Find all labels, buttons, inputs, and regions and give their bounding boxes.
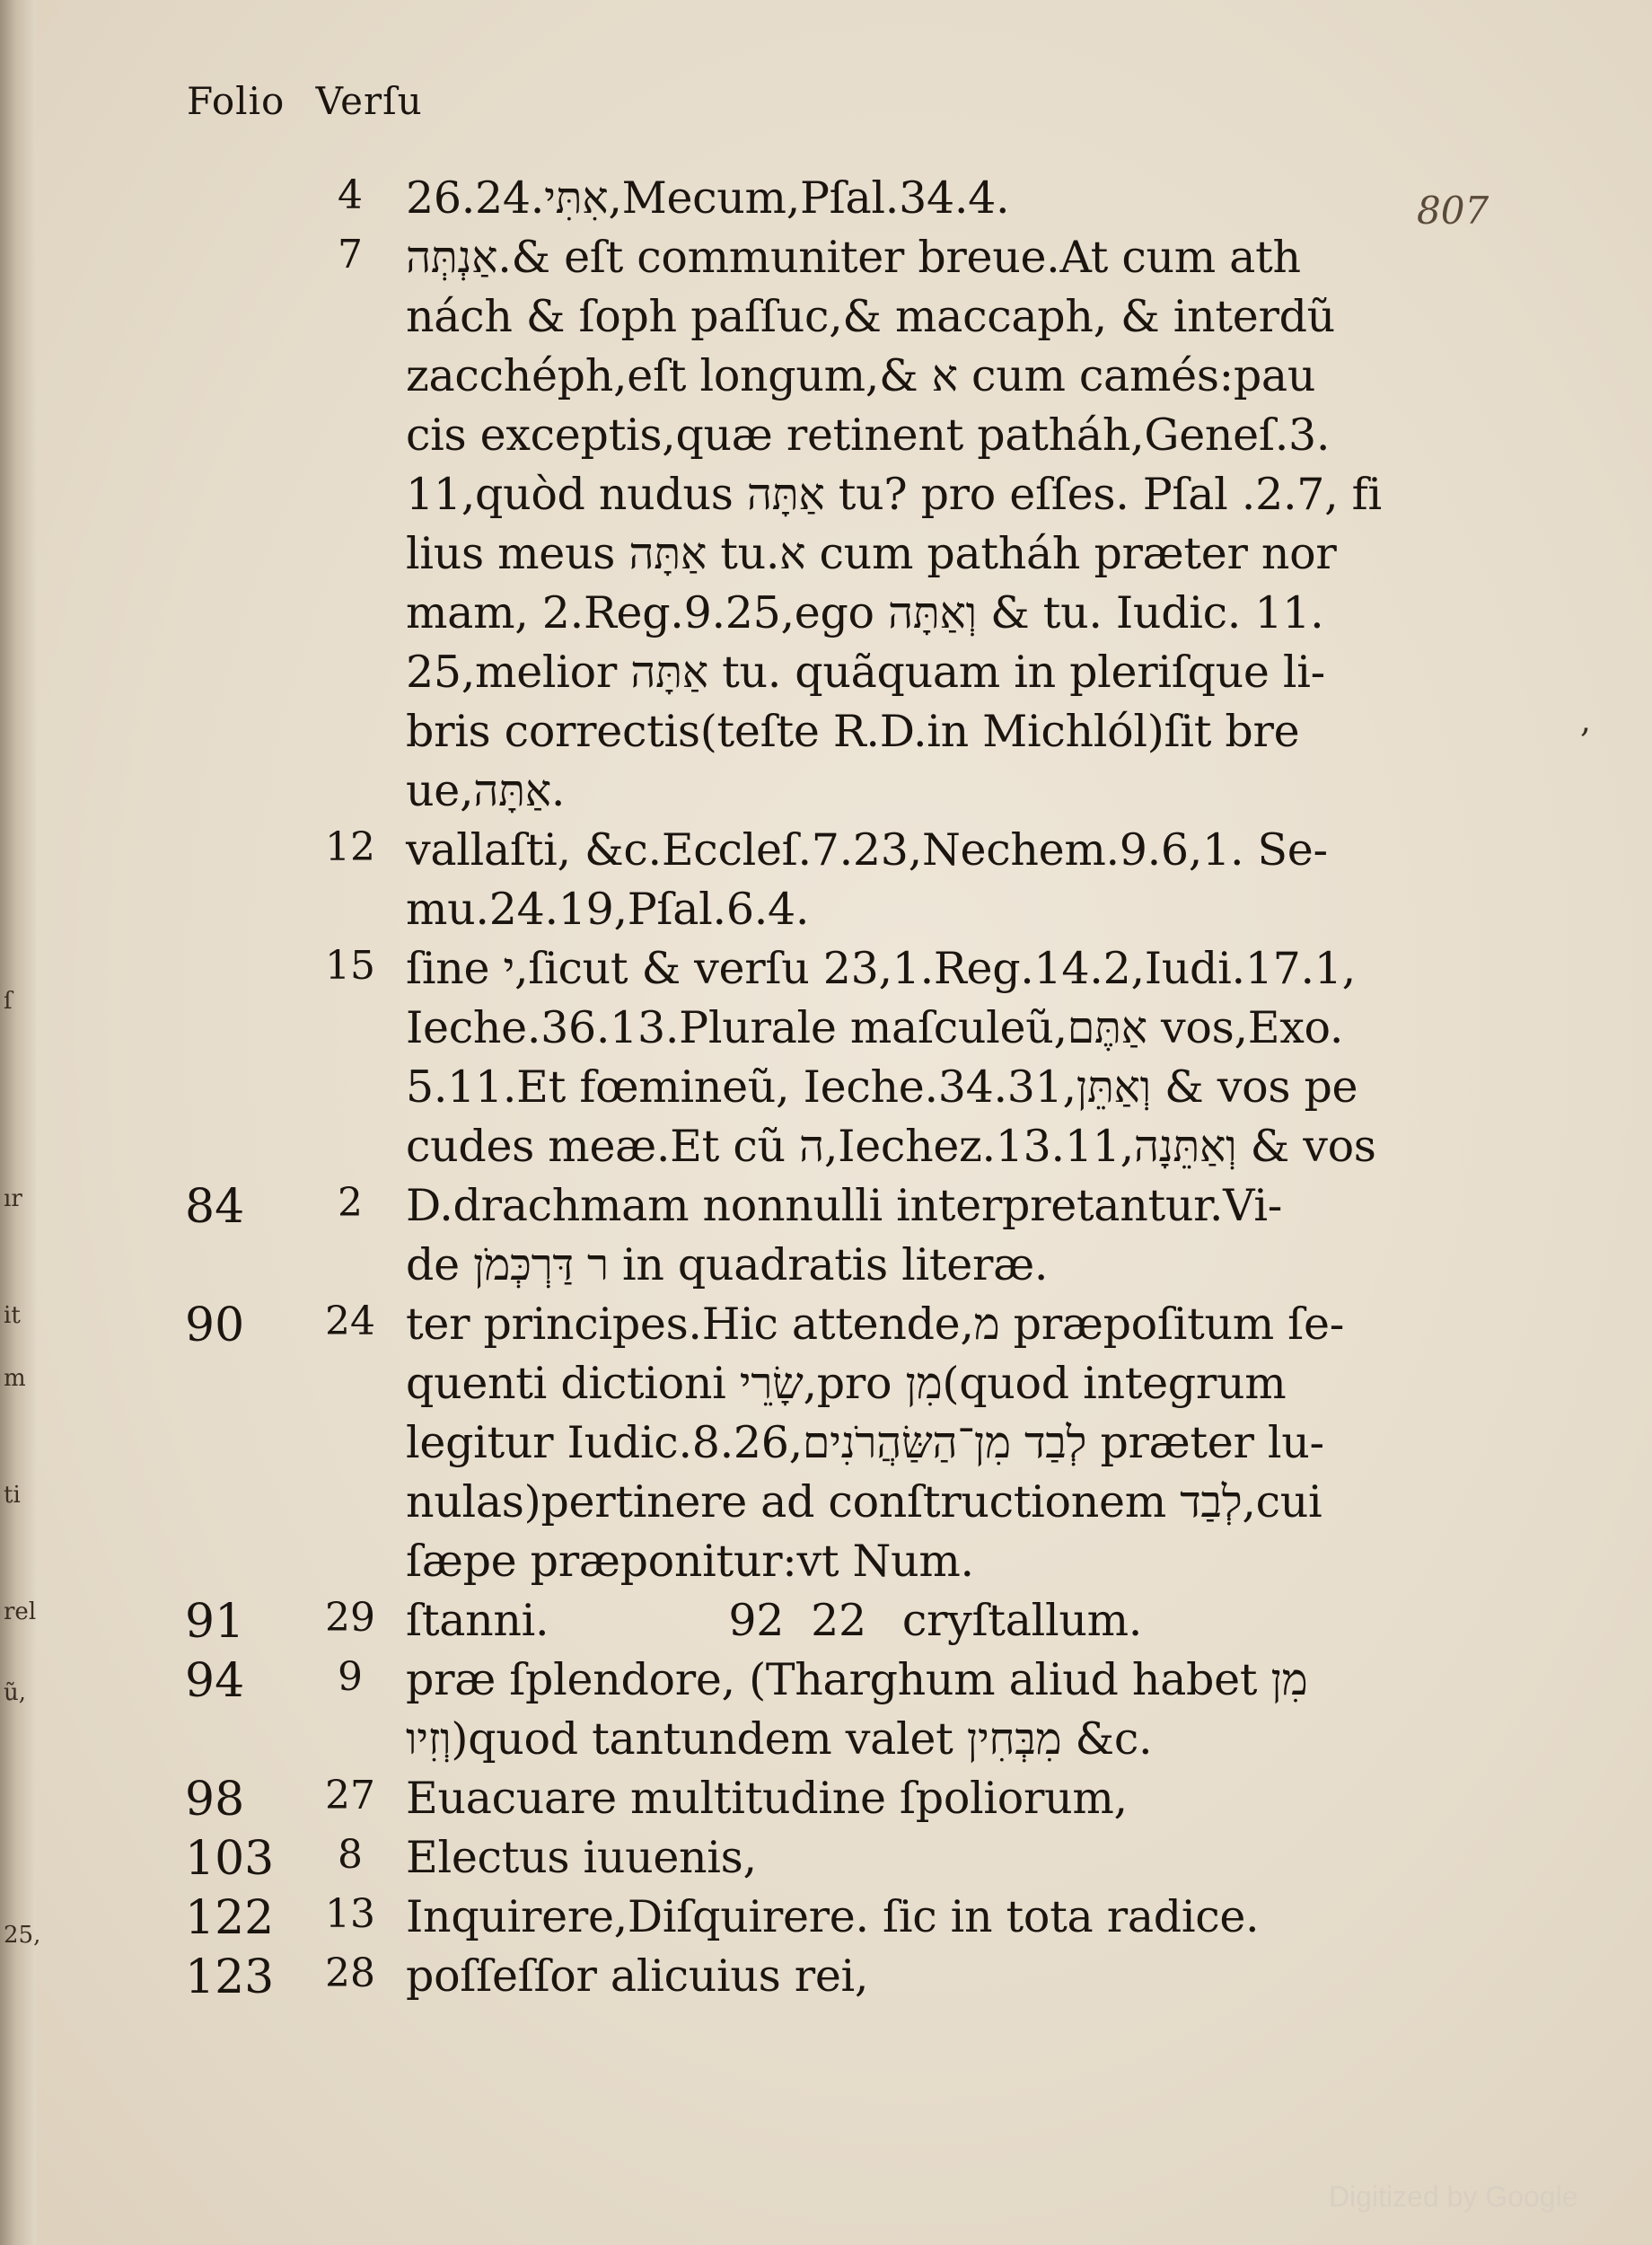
correction-text xyxy=(406,409,1330,461)
correction-text xyxy=(406,469,1382,520)
correction-main-text: 26.24.אִתִּי,Mecum,Pſal.34.4. xyxy=(406,172,1010,224)
correction-main-text: Ieche.36.13.Plurale maſculeũ,אַתֶּם vos,Exo. xyxy=(406,1002,1344,1053)
correction-main-text: ſtanni. xyxy=(406,1595,549,1646)
verse-number: 27 xyxy=(325,1773,375,1818)
verse-number: 13 xyxy=(325,1891,375,1937)
correction-main-text: vallaſti, &c.Eccleſ.7.23,Nechem.9.6,1. Se- xyxy=(406,824,1328,876)
inline-correction-text: cryſtallum. xyxy=(901,1595,1143,1646)
correction-main-text: וְזִיו)quod tantundem valet מִבְּחִין &c. xyxy=(406,1713,1153,1765)
correction-text xyxy=(406,884,809,935)
verse-number: 28 xyxy=(325,1950,375,1996)
correction-main-text: cudes meæ.Et cũ ה,Iechez.13.11,וְאַתֵּנָה & vos xyxy=(406,1121,1376,1172)
correction-main-text: ſine י,ſicut & verſu 23,1.Reg.14.2,Iudi.17.1, xyxy=(406,943,1356,994)
verse-number: 8 xyxy=(338,1832,363,1878)
correction-text xyxy=(406,350,1315,401)
verse-number: 24 xyxy=(325,1299,375,1344)
correction-main-text: 11,quòd nudus אַתָּה tu? pro eſſes. Pſal .2.7, fi xyxy=(406,469,1382,520)
correction-main-text: bris correctis(teſte R.D.in Michlól)ſit bre xyxy=(406,706,1300,757)
folio-number: 94 xyxy=(185,1654,245,1708)
correction-text xyxy=(406,291,1335,342)
correction-main-text: D.drachmam nonnulli interpretantur.Vi- xyxy=(406,1180,1282,1231)
verse-number: 9 xyxy=(338,1654,363,1700)
folio-number: 91 xyxy=(185,1595,245,1649)
margin-fragment: rel xyxy=(4,1598,37,1625)
verse-number: 29 xyxy=(325,1595,375,1641)
correction-text xyxy=(406,587,1323,638)
correction-text xyxy=(406,1002,1343,1053)
correction-main-text: quenti dictioni שָׂרֵי,pro מִן(quod integrum xyxy=(406,1358,1287,1409)
correction-main-text: lius meus אַתָּה tu.א cum patháh præter nor xyxy=(406,528,1337,579)
correction-text xyxy=(406,647,1325,698)
margin-fragment: ũ, xyxy=(4,1679,27,1706)
correction-main-text: zacchéph,eſt longum,& א cum camés:pau xyxy=(406,350,1316,401)
verse-number: 7 xyxy=(338,232,363,277)
correction-text xyxy=(406,1832,757,1883)
ink-mark: , xyxy=(1580,700,1592,740)
correction-text xyxy=(406,232,1301,283)
page-header xyxy=(187,79,441,123)
correction-main-text: cis exceptis,quæ retinent patháh,Geneſ.3. xyxy=(406,409,1331,461)
folio-number: 90 xyxy=(185,1299,245,1352)
correction-text xyxy=(406,1061,1358,1113)
correction-main-text: 25,melior אַתָּה tu. quãquam in pleriſque li- xyxy=(406,647,1325,698)
correction-text xyxy=(406,1654,1307,1705)
correction-text xyxy=(406,1417,1324,1468)
correction-main-text: mam, 2.Reg.9.25,ego וְאַתָּה & tu. Iudic. 11. xyxy=(406,587,1324,638)
folio-column-heading: Folio xyxy=(187,79,286,123)
margin-fragment: m xyxy=(4,1365,26,1392)
margin-fragment: it xyxy=(4,1302,21,1329)
verse-number: 2 xyxy=(338,1180,363,1226)
correction-main-text: Inquirere,Diſquirere. ſic in tota radice. xyxy=(406,1891,1260,1942)
folio-number: 123 xyxy=(185,1950,275,2004)
correction-text xyxy=(406,824,1328,876)
margin-fragment: ſ xyxy=(4,988,13,1015)
correction-text xyxy=(406,1121,1376,1172)
correction-text xyxy=(406,1180,1282,1231)
verse-number: 12 xyxy=(325,824,375,870)
folio-number: 103 xyxy=(185,1832,275,1886)
correction-text xyxy=(406,1239,1048,1290)
correction-main-text: 5.11.Et fœmineũ, Ieche.34.31,וְאַתֵּן & vos pe xyxy=(406,1061,1358,1113)
folio-number: 122 xyxy=(185,1891,275,1945)
correction-main-text: ſæpe præponitur:vt Num. xyxy=(406,1536,974,1587)
digitization-watermark: Digitized by Google xyxy=(1329,2180,1578,2213)
correction-text xyxy=(406,1713,1152,1765)
verse-column-heading: Verſu xyxy=(315,79,423,123)
correction-main-text: mu.24.19,Pſal.6.4. xyxy=(406,884,810,935)
correction-text xyxy=(406,1891,1259,1942)
correction-text xyxy=(406,1476,1322,1527)
correction-text xyxy=(406,765,565,816)
handwritten-page-number: 807 xyxy=(1417,189,1489,233)
correction-main-text: אַנְתְּה.& eſt communiter breue.At cum ath xyxy=(406,232,1301,283)
margin-fragment: ır xyxy=(4,1185,22,1212)
correction-text xyxy=(406,172,1009,224)
correction-text xyxy=(406,706,1299,757)
correction-main-text: ue,אַתָּה. xyxy=(406,765,566,816)
page-gutter xyxy=(0,0,36,2245)
correction-text xyxy=(406,943,1356,994)
margin-fragment: 25, xyxy=(4,1922,41,1949)
correction-text xyxy=(406,1773,1128,1824)
correction-main-text: ter principes.Hic attende,מ præpoſitum ſe- xyxy=(406,1299,1344,1350)
inline-folio-number: 92 xyxy=(728,1595,785,1646)
correction-text xyxy=(406,528,1336,579)
correction-text xyxy=(406,1358,1286,1409)
correction-main-text: legitur Iudic.8.26,לְבַד מִן־הַשַּׂהֲרֹנִים præter lu- xyxy=(406,1417,1324,1468)
correction-main-text: nách & ſoph paſſuc,& maccaph, & interdũ xyxy=(406,291,1335,342)
correction-text xyxy=(406,1536,974,1587)
correction-main-text: poſſeſſor alicuius rei, xyxy=(406,1950,869,2002)
correction-main-text: Electus iuuenis, xyxy=(406,1832,757,1883)
correction-main-text: de ר דַּרְכְּמֹן in quadratis literæ. xyxy=(406,1239,1049,1290)
correction-text xyxy=(406,1595,1142,1646)
correction-main-text: præ ſplendore, (Tharghum aliud habet מִן xyxy=(406,1654,1308,1705)
folio-number: 84 xyxy=(185,1180,245,1234)
correction-text xyxy=(406,1950,868,2002)
correction-main-text: Euacuare multitudine ſpoliorum, xyxy=(406,1773,1128,1824)
inline-verse-number: 22 xyxy=(811,1595,866,1646)
correction-main-text: nulas)pertinere ad conſtructionem לְבַד,cui xyxy=(406,1476,1322,1527)
correction-text xyxy=(406,1299,1344,1350)
verse-number: 15 xyxy=(325,943,375,989)
margin-fragment: ti xyxy=(4,1482,21,1509)
verse-number: 4 xyxy=(338,172,363,218)
folio-number: 98 xyxy=(185,1773,245,1827)
